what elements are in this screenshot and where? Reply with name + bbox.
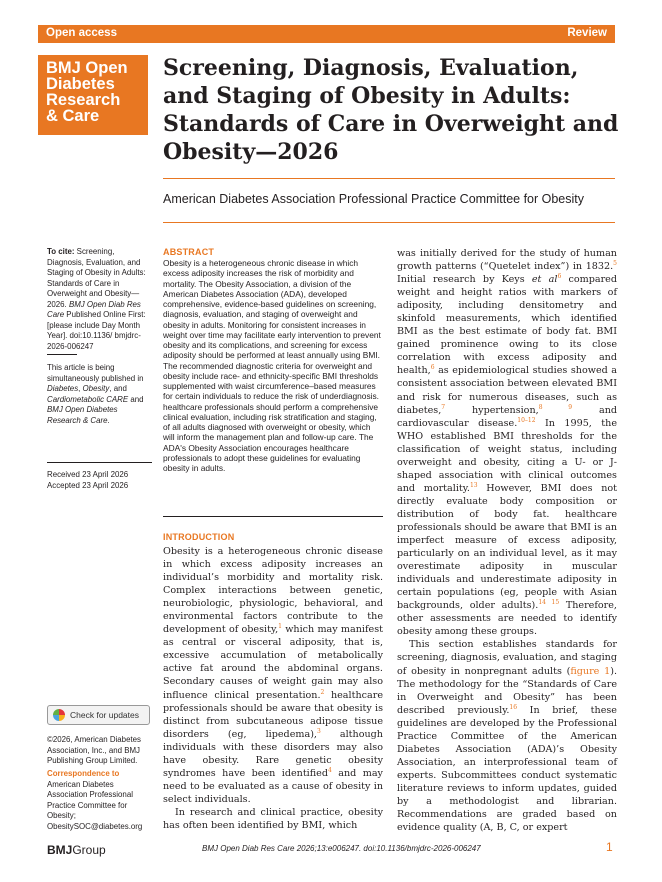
abstract-text: Obesity is a heterogeneous chronic disease in which excess adiposity increases the risk of morbidity and mortality. The Obesity Association, a division of the American Diabetes Association (ADA), developed comprehensive, evidence-based guidelines on screening, diagnosis, evaluation, and staging of overweight and obesity in adults. Monitoring for consistent increases in weight over time may facilitate early intervention to prevent obesity and its complications, and screening for excess adiposity should be performed at least annually using BMI. The recommended diagnostic criteria for overweight and obesity include race- and ethnicity-specific BMI thresholds supplemented with waist circumference–based measures for certain individuals to reduce the risk of underdiagnosis. healthcare professionals should perform a comprehensive clinical evaluation, including risk stratification and staging, of all adults diagnosed with overweight or obesity, which will inform the management plan and follow-up care. The ADA's Obesity Association encourages healthcare professionals to adopt these guidelines for evaluating obesity in adults. (163, 258, 381, 473)
cite-label: To cite: (47, 247, 75, 256)
reference-link[interactable]: 3 (316, 727, 321, 735)
correspondence-text: American Diabetes Association Professional Practice Committee for Obesity; ObesitySOC@diabetes.org (47, 779, 143, 831)
text-run: In 1995, the WHO established BMI thresholds for the classification of weight status, including overweight and obesity, citing a U- or J-shaped association with clinical outcomes and mortality. (397, 417, 618, 494)
body-paragraph (397, 638, 617, 834)
reference-link[interactable]: 4 (327, 766, 332, 774)
text-run: and cardiovascular disease. (397, 404, 618, 429)
text-run: ). The methodology for the “Standards of Care in Overweight and Obesity” has been described previously. (397, 665, 617, 716)
author-divider (163, 222, 615, 223)
body-paragraph (397, 247, 617, 638)
text-run: Obesity is a heterogeneous chronic disease in which excess adiposity increases an individual’s morbidity and mortality risk. Complex interactions between genetic, neurobiologic, physiologic, behavioral, and environmental factors contribute to the development of obesity, (163, 546, 383, 636)
bmj-group-logo (47, 843, 106, 857)
text-run: Initial research by Keys (397, 274, 532, 286)
text-run: although individuals with these disorders may also have obesity. Rare genetic obesity syndromes have been identified (163, 728, 383, 779)
text-run: as epidemiological studies showed a consistent association between elevated BMI and risk for numerous diseases, such as diabetes, (397, 365, 617, 416)
citation-block (47, 247, 152, 352)
reference-link[interactable]: 7 (441, 403, 446, 411)
text-run: hypertension, (445, 404, 539, 416)
dates-block (47, 470, 152, 491)
simul-journal-4: BMJ Open Diabetes Research & Care (47, 405, 118, 425)
text-run: and may need to be evaluated as a cause of obesity in select individuals. (163, 767, 383, 805)
simul-sep: , and (109, 384, 127, 393)
cite-rest: Published Online First: [please include Day Month Year]. doi:10.1136/ bmjdrc-2026-006247 (47, 310, 146, 351)
sidebar-divider (47, 354, 77, 355)
copyright-notice: ©2026, American Diabetes Association, Inc., and BMJ Publishing Group Limited. (47, 735, 141, 765)
author-line: American Diabetes Association Professional Practice Committee for Obesity (163, 192, 585, 206)
page-number: 1 (606, 840, 613, 854)
reference-link[interactable]: 6 (557, 272, 562, 280)
simul-journal-1: Diabetes (47, 384, 79, 393)
simul-journal-2: Obesity (82, 384, 110, 393)
cite-text: Screening, Diagnosis, Evaluation, and Staging of Obesity in Adults: Standards of Care in Overweight and Obesity—2026. (47, 247, 146, 309)
reference-link[interactable]: 13 (469, 481, 478, 489)
body-right-column (397, 247, 617, 834)
reference-link[interactable]: 6 (430, 364, 435, 372)
journal-name-line: Diabetes (46, 75, 115, 93)
logo-rest: Group (72, 843, 106, 857)
journal-name-line: Research (46, 91, 121, 109)
text-run: which may manifest as central or visceral adiposity, that is, excessive accumulation of metabolically active fat around the abdominal organs. Secondary causes of weight gain may also influence clinical presentation. (163, 624, 384, 701)
reference-link[interactable]: 5 (613, 259, 617, 267)
sidebar-divider (47, 462, 152, 463)
title-divider (163, 178, 615, 179)
check-updates-label: Check for updates (70, 710, 139, 720)
simul-sep: and (128, 394, 144, 404)
open-access-label: Open access (46, 27, 117, 39)
et-al: et al (531, 274, 558, 286)
accepted-date: Accepted 23 April 2026 (47, 480, 129, 490)
article-title: Screening, Diagnosis, Evaluation, and Staging of Obesity in Adults: Standards of Care in Overweight and Obesity—2026 (163, 55, 619, 165)
text-run: compared weight and height ratios with markers of adiposity, including densitometry and skinfold measurements, which identified BMI as the best estimate of body fat. BMI gained prominence owing to its close correlation with excess adiposity and health, (397, 274, 618, 377)
simul-sep: , (78, 384, 83, 393)
correspondence-label: Correspondence to (47, 769, 120, 778)
text-run: healthcare professionals should be aware that obesity is distinct from subcutaneous adipose tissue disorders (eg, lipedema), (163, 689, 383, 740)
simultaneous-publication-note (47, 363, 152, 426)
journal-name-line: BMJ Open (46, 59, 128, 77)
footer-citation: BMJ Open Diab Res Care 2026;13:e006247. doi:10.1136/bmjdrc-2026-006247 (202, 844, 481, 853)
reference-link[interactable]: 10–12 (517, 416, 536, 424)
introduction-heading: INTRODUCTION (163, 532, 235, 542)
simul-sep: . (107, 415, 110, 425)
cite-journal: BMJ Open Diab Res Care (47, 299, 141, 319)
intro-paragraph (163, 545, 383, 806)
text-run: This section establishes standards for screening, diagnosis, evaluation, and staging of obesity in nonpregnant adults ( (397, 639, 617, 677)
crossmark-icon (53, 709, 65, 721)
simul-journal-3: Cardiometabolic CARE (47, 394, 129, 404)
reference-link[interactable]: 1 (278, 623, 282, 631)
figure-link[interactable]: figure 1 (570, 665, 611, 677)
text-run: However, BMI does not directly evaluate body composition or distribution of body fat. healthcare professionals should be aware that BMI is an imperfect measure of excess adiposity, particularly on an individual level, as it may overestimate adiposity in muscular individuals and underestimate adiposity in certain populations (eg, people with Asian backgrounds, older adults). (397, 482, 618, 612)
correspondence-block (47, 769, 152, 832)
article-type-label: Review (567, 27, 607, 39)
reference-link[interactable]: 14 15 (538, 599, 560, 607)
top-banner (38, 25, 615, 43)
abstract-section (163, 247, 383, 473)
journal-logo (38, 55, 148, 135)
abstract-heading: ABSTRACT (163, 247, 215, 257)
abstract-divider (163, 516, 383, 517)
text-run: Therefore, other assessments are needed to identify obesity among these groups. (397, 600, 617, 638)
text-run: was initially derived for the study of human growth patterns (“Quetelet index”) in 1832. (397, 248, 617, 273)
received-date: Received 23 April 2026 (47, 470, 129, 479)
journal-name-line: & Care (46, 107, 100, 125)
reference-link[interactable]: 16 (509, 703, 518, 711)
reference-link[interactable]: 2 (320, 688, 325, 696)
simul-text: This article is being simultaneously published in (47, 363, 144, 383)
introduction-section (163, 532, 383, 832)
intro-paragraph: In research and clinical practice, obesity has often been identified by BMI, which (163, 806, 383, 831)
check-updates-button[interactable] (47, 705, 150, 725)
logo-bold: BMJ (47, 843, 73, 857)
reference-link[interactable]: 8 9 (538, 403, 573, 411)
text-run: In brief, these guidelines are developed by the Professional Practice Committee of the American Diabetes Association (ADA)’s Obesity Association, an interprofessional team of experts. Subcommittees conduct systematic literature reviews to inform updates, guided by a methodologist and librarian. Recommendations are graded based on evidence quality (A, B, C, or expert (397, 704, 617, 834)
